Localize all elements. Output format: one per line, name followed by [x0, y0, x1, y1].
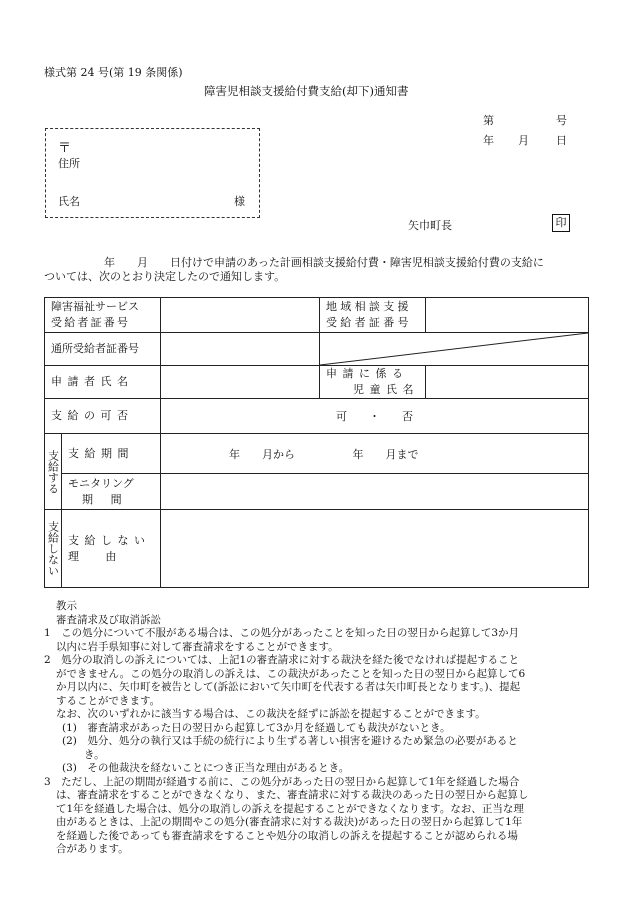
- no-supply-reason-value: [161, 510, 589, 588]
- date-month: 月: [518, 134, 529, 147]
- approval-value: 可 ・ 否: [161, 399, 589, 434]
- address-label: 住所: [58, 157, 80, 170]
- diagonal-line: [320, 333, 588, 365]
- community-cert-label: [320, 298, 426, 333]
- note-2-cont-2: か月以内に、矢巾町を被告として(訴訟において矢巾町を代表する者は矢巾町長となります。)、提起: [56, 681, 521, 693]
- note-3-cont-4: を経過した後であっても審査請求をすることや処分の取消しの訴えを提起することが認められる場: [56, 829, 518, 842]
- monitoring-value: [161, 474, 589, 510]
- seal-mark: 印: [552, 214, 570, 232]
- no-supply-group-label: [45, 510, 62, 588]
- number-dai: 第: [483, 114, 494, 127]
- note-3-cont-3: 由があるときは、上記の期間やこの処分(審査請求に対する裁決)があった日の翌日から起算して1年: [56, 816, 523, 828]
- address-box: [45, 128, 260, 218]
- supply-period-value: [161, 434, 589, 474]
- note-2-item-1: (1) 審査請求があった日の翌日から起算して3か月を経過しても裁決がないとき。: [62, 721, 451, 734]
- supply-group-label: [45, 434, 62, 510]
- note-3-cont-1: は、審査請求をすることができなくなり、また、審査請求に対する裁決のあった日の翌日から起算し: [56, 789, 529, 801]
- diagonal-cell: [320, 333, 589, 366]
- document-title: 障害児相談支援給付費支給(却下)通知書: [204, 84, 409, 98]
- date-day: 日: [556, 134, 567, 147]
- applicant-name-value: [161, 366, 320, 399]
- welfare-cert-label: [45, 298, 161, 333]
- no-supply-reason-label-a: 支給しない: [68, 533, 151, 547]
- name-label: 氏名: [58, 195, 80, 208]
- community-cert-label-a: 地域相談支援: [326, 300, 412, 313]
- daycare-cert-digits: [161, 333, 320, 366]
- welfare-cert-label-a: 障害福祉サービス: [51, 300, 139, 313]
- daycare-cert-label: 通所受給者証番号: [45, 333, 161, 366]
- child-name-label: [320, 366, 426, 399]
- supply-period-label: 支給期間: [62, 434, 161, 474]
- notes-section: [44, 600, 592, 857]
- number-go: 号: [556, 114, 567, 127]
- postal-mark: 〒: [58, 141, 72, 156]
- welfare-cert-label-b: 受給者証番号: [51, 316, 131, 329]
- honorific: 様: [234, 195, 245, 208]
- note-2: 2 処分の取消しの訴えについては、上記1の審査請求に対する裁決を経た後でなければ提起すること: [44, 654, 520, 666]
- monitoring-label: [62, 474, 161, 510]
- note-2-item-3: (3) その他裁決を経ないことにつき正当な理由があるとき。: [62, 762, 350, 774]
- note-2-cont-1: ができません。この処分の取消しの訴えは、この裁決があったことを知った日の翌日から起算して6: [56, 667, 526, 680]
- child-name-label-a: 申請に係る: [326, 367, 409, 380]
- notes-heading: 審査請求及び取消訴訟: [56, 613, 161, 626]
- supply-group-text: 支給する: [46, 449, 60, 494]
- community-cert-digits: [426, 298, 589, 333]
- note-1: 1 この処分について不服がある場合は、この処分があったことを知った日の翌日から起算して3か月: [44, 627, 520, 639]
- no-supply-reason-label: [62, 510, 161, 588]
- monitoring-label-a: モニタリング: [68, 476, 134, 490]
- intro-line-1: 年 月 日付けで申請のあった計画相談支援給付費・障害児相談支援給付費の支給に: [104, 256, 544, 269]
- note-3-cont-5: 合があります。: [56, 843, 129, 855]
- note-3-cont-2: て1年を経過した場合は、処分の取消しの訴えを提起することができなくなります。なお、正当な理: [56, 802, 524, 815]
- date-year: 年: [483, 134, 494, 147]
- issuer-name: 矢巾町長: [408, 219, 452, 232]
- welfare-cert-digits: [161, 298, 320, 333]
- note-2-item-2: (2) 処分、処分の執行又は手続の続行により生ずる著しい損害を避けるため緊急の必要があると: [62, 735, 518, 747]
- notes-kyoji: 教示: [56, 600, 77, 612]
- form-number: 様式第 24 号(第 19 条関係): [44, 66, 183, 79]
- note-3: 3 ただし、上記の期間が経過する前に、この処分があった日の翌日から起算して1年を経過した場合: [44, 775, 520, 788]
- note-2-cont-3: することができます。: [56, 694, 161, 707]
- note-1-cont: 以内に岩手県知事に対して審査請求をすることができます。: [56, 640, 339, 653]
- intro-line-2: ついては、次のとおり決定したので通知します。: [44, 270, 286, 283]
- applicant-name-label: 申請者氏名: [45, 366, 161, 399]
- approval-label: 支給の可否: [45, 399, 161, 434]
- child-name-value: [426, 366, 589, 399]
- no-supply-group-text: 支給しない: [46, 521, 60, 576]
- monitoring-label-b: 期間: [82, 492, 140, 506]
- period-from: 年 月から: [229, 447, 295, 461]
- child-name-label-b: 児童氏名: [353, 383, 419, 396]
- note-2-item-2-cont: き。: [84, 748, 105, 761]
- no-supply-reason-label-b: 理由: [68, 549, 143, 563]
- decision-table: [44, 297, 589, 588]
- community-cert-label-b: 受給者証番号: [326, 316, 412, 329]
- note-2-cont-4: なお、次のいずれかに該当する場合は、この裁決を経ずに訴訟を提起することができます。: [56, 708, 486, 720]
- period-to: 年 月まで: [352, 447, 419, 461]
